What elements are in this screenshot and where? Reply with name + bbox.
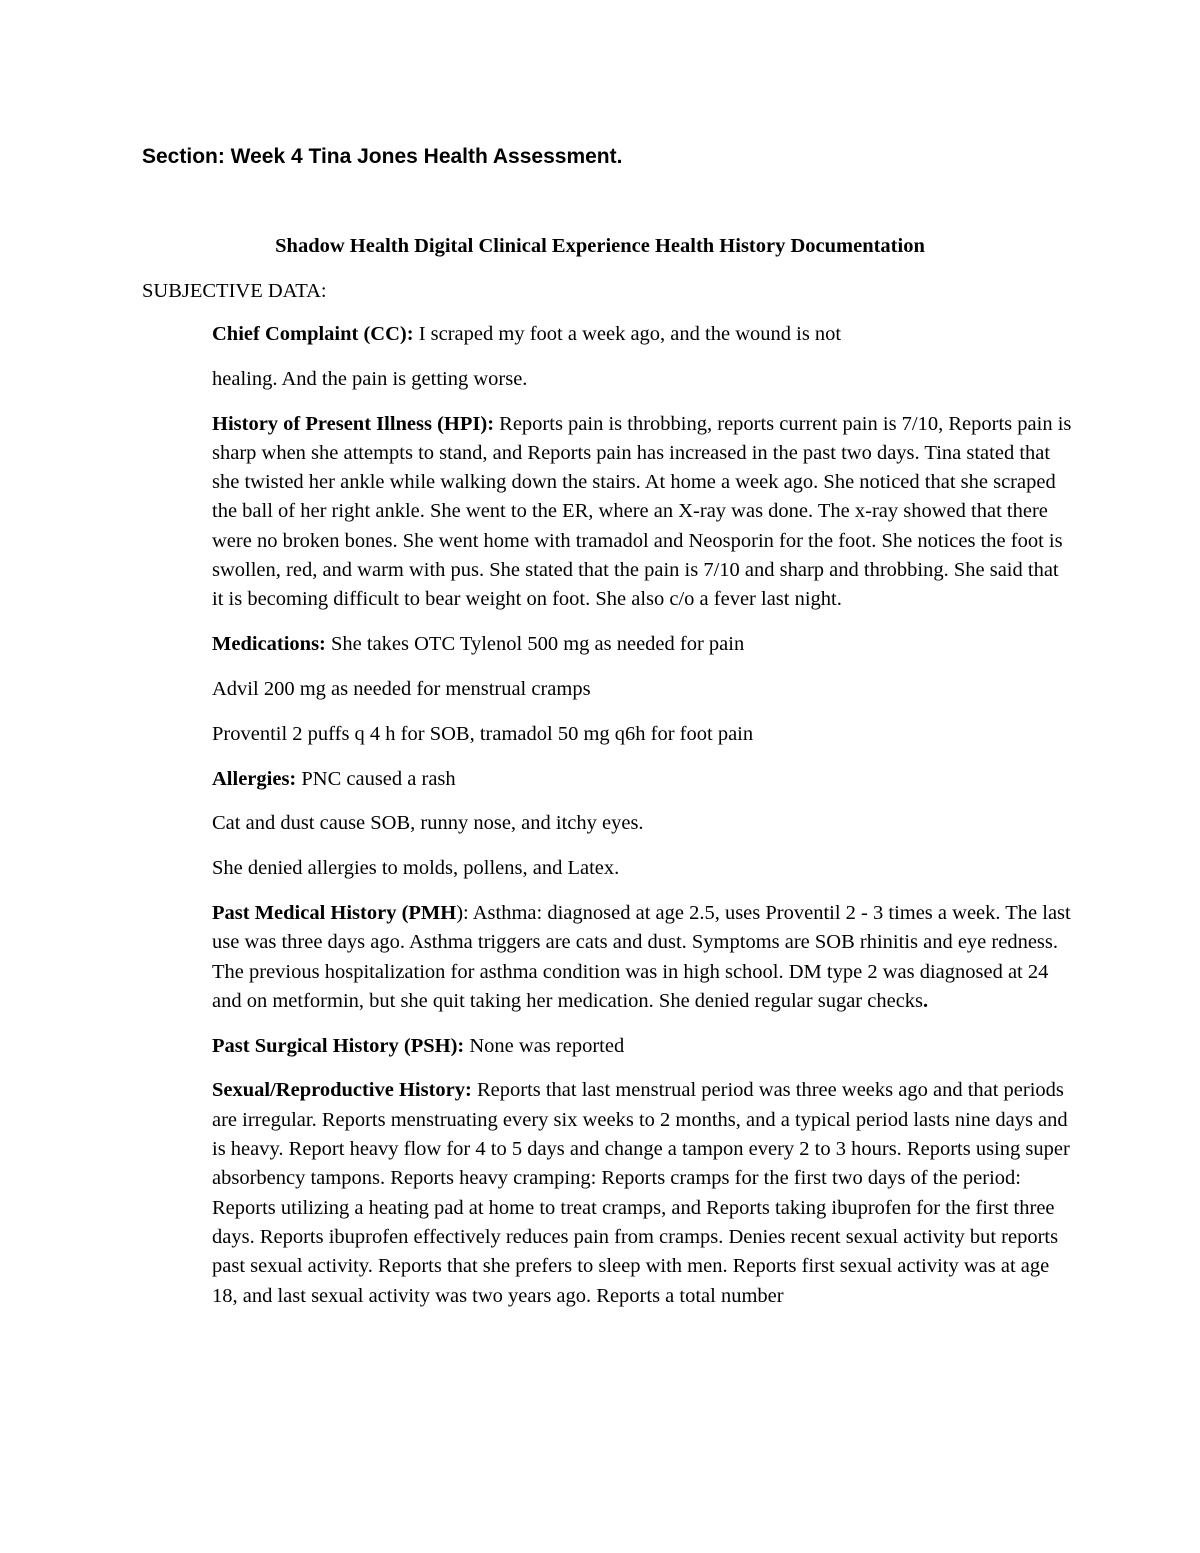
medications-line-2: Advil 200 mg as needed for menstrual cramps [212, 677, 591, 700]
section-heading: Section: Week 4 Tina Jones Health Assessment. [142, 145, 623, 168]
allergies [212, 765, 1072, 794]
document-body [212, 320, 1072, 1326]
hpi-label: History of Present Illness (HPI): [212, 412, 495, 435]
pmh-label: Past Medical History (PMH [212, 901, 457, 924]
chief-complaint [212, 320, 1072, 349]
sexual-history-text: Reports that last menstrual period was three weeks ago and that periods are irregular. Reports menstruating every six weeks to 2 months, and a typical period lasts nine days and is heavy. Report heavy flow for 4 to 5 days and change a tampon every 2 to 3 hours. Reports using super absorbency tampons. Reports heavy cramping: Reports cramps for the first two days of the period: Reports utilizing a heating pad at home to treat cramps, and Reports taking ibuprofen for the first three days. Reports ibuprofen effectively reduces pain from cramps. Denies recent sexual activity but reports past sexual activity. Reports that she prefers to sleep with men. Reports first sexual activity was at age 18, and last sexual activity was two years ago. Reports a total number [212, 1079, 1070, 1307]
pmh-text: ): Asthma: diagnosed at age 2.5, uses Proventil 2 - 3 times a week. The last use was three days ago. Asthma triggers are cats and dust. Symptoms are SOB rhinitis and eye redness. The previous hospitalization for asthma condition was in high school. DM type 2 was diagnosed at 24 and on metformin, but she quit taking her medication. She denied regular sugar checks [212, 901, 1071, 1012]
chief-complaint-text: I scraped my foot a week ago, and the wound is not [413, 323, 842, 345]
psh-label: Past Surgical History (PSH): [212, 1034, 465, 1057]
document-title: Shadow Health Digital Clinical Experience Health History Documentation [275, 235, 925, 257]
chief-complaint-continued: healing. And the pain is getting worse. [212, 367, 528, 390]
psh-text: None was reported [464, 1034, 625, 1057]
allergies-line-3: She denied allergies to molds, pollens, and Latex. [212, 857, 620, 880]
medications-label: Medications: [212, 633, 326, 656]
sexual-history-paragraph [212, 1076, 1072, 1310]
psh [212, 1032, 1072, 1061]
allergies-line-1: PNC caused a rash [296, 767, 456, 790]
allergies-label: Allergies: [212, 767, 297, 790]
sexual-history-label: Sexual/Reproductive History: [212, 1079, 472, 1102]
chief-complaint-label: Chief Complaint (CC): [212, 323, 414, 345]
pmh-paragraph [212, 899, 1072, 1016]
pmh-end: . [923, 989, 929, 1012]
medications [212, 630, 1072, 659]
hpi-text: Reports pain is throbbing, reports current pain is 7/10, Reports pain is sharp when she attempts to stand, and Reports pain has increased in the past two days. Tina stated that she twisted her ankle while walking down the stairs. At home a week ago. She noticed that she scraped the ball of her right ankle. She went to the ER, where an X-ray was done. The x-ray showed that there were no broken bones. She went home with tramadol and Neosporin for the foot. She notices the foot is swollen, red, and warm with pus. She stated that the pain is 7/10 and sharp and throbbing. She said that it is becoming difficult to bear weight on foot. She also c/o a fever last night. [212, 412, 1072, 611]
medications-line-3: Proventil 2 puffs q 4 h for SOB, tramadol 50 mg q6h for foot pain [212, 722, 754, 745]
hpi-paragraph [212, 410, 1072, 615]
allergies-line-2: Cat and dust cause SOB, runny nose, and itchy eyes. [212, 812, 644, 835]
subjective-data-heading: SUBJECTIVE DATA: [142, 280, 327, 302]
medications-line-1: She takes OTC Tylenol 500 mg as needed for pain [325, 633, 745, 656]
